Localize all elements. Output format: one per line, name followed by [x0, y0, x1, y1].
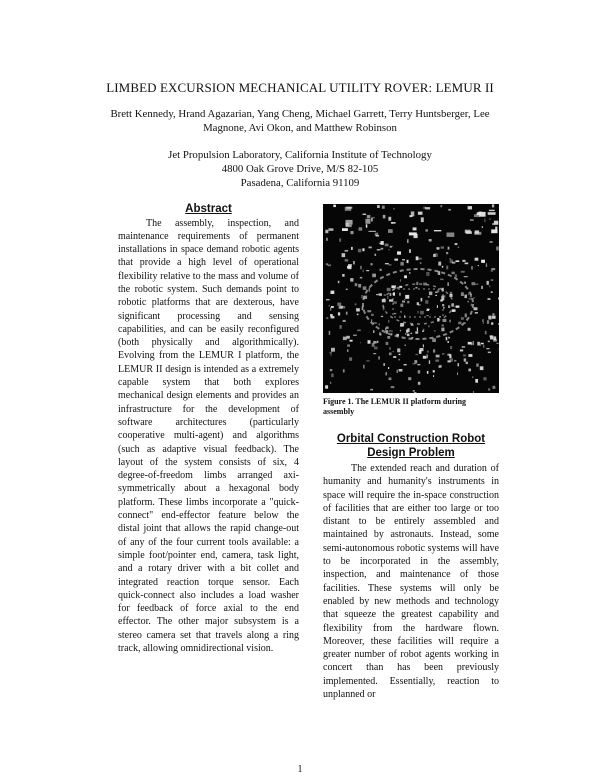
section-text: The extended reach and duration of humanity and humanity's instruments in space will require the in-space construction of facilities that are either too large or too distant to be entirely assembled and maintained by astronauts. Instead, some semi-autonomous robotic systems will have to be incorporated in the assembly, inspection, and maintenance of those facilities. These systems will only be enabled by new methods and technology that squeeze the greatest capability and flexibility from the hardware flown. Moreover, these facilities will require a greater number of robot agents working in concert than has been previously implemented. Essentially, reaction to unplanned or [323, 463, 499, 701]
figure-caption: Figure 1. The LEMUR II platform during assembly [323, 397, 467, 416]
page-number: 1 [297, 764, 303, 775]
author-list: Brett Kennedy, Hrand Agazarian, Yang Cheng, Michael Garrett, Terry Huntsberger, Lee Magnone, Avi Okon, and Matthew Robinson [110, 108, 490, 134]
paper-title: LIMBED EXCURSION MECHANICAL UTILITY ROVER: LEMUR II [106, 80, 494, 95]
section-body [323, 462, 499, 701]
abstract-text: The assembly, inspection, and maintenance requirements of permanent installations in space demand robotic agents that provide a high level of operational flexibility relative to the mass and volume of the robotic system. Such demands point to robotic platforms that are dexterous, have significant processing and sensing capabilities, and can be easily reconfigured (both physically and algorithmically). Evolving from the LEMUR I platform, the LEMUR II design is intended as a extremely capable system that both explores mechanical design elements and provides an infrastructure for the development of software architectures (particularly cooperative multi-agent) and algorithms (such as adaptive visual feedback). The layout of the system consists of six, 4 degree-of-freedom limbs arranged axi-symmetrically about a hexagonal body platform. These limbs incorporate a "quick-connect" end-effector feature below the distal joint that allows the rapid change-out of any of the four current tools available: a simple foot/pointer end, camera, task light, and a rotary driver with a bit collet and integrated reaction torque sensor. Each quick-connect also includes a load washer for feedback of force axial to the end effector. The other major subsystem is a stereo camera set that travels along a ring track, allowing omnidirectional vision. [118, 217, 299, 654]
affiliation-block [90, 148, 510, 190]
affiliation-line: Pasadena, California 91109 [240, 177, 360, 189]
affiliation-line: 4800 Oak Grove Drive, M/S 82-105 [221, 163, 379, 175]
left-column [118, 203, 299, 655]
section-heading: Orbital Construction Robot Design Problem [336, 433, 486, 459]
affiliation-line: Jet Propulsion Laboratory, California Institute of Technology [168, 149, 432, 161]
robot-photo-image [323, 204, 499, 393]
figure-photo [323, 204, 499, 393]
abstract-heading: Abstract [185, 203, 232, 215]
